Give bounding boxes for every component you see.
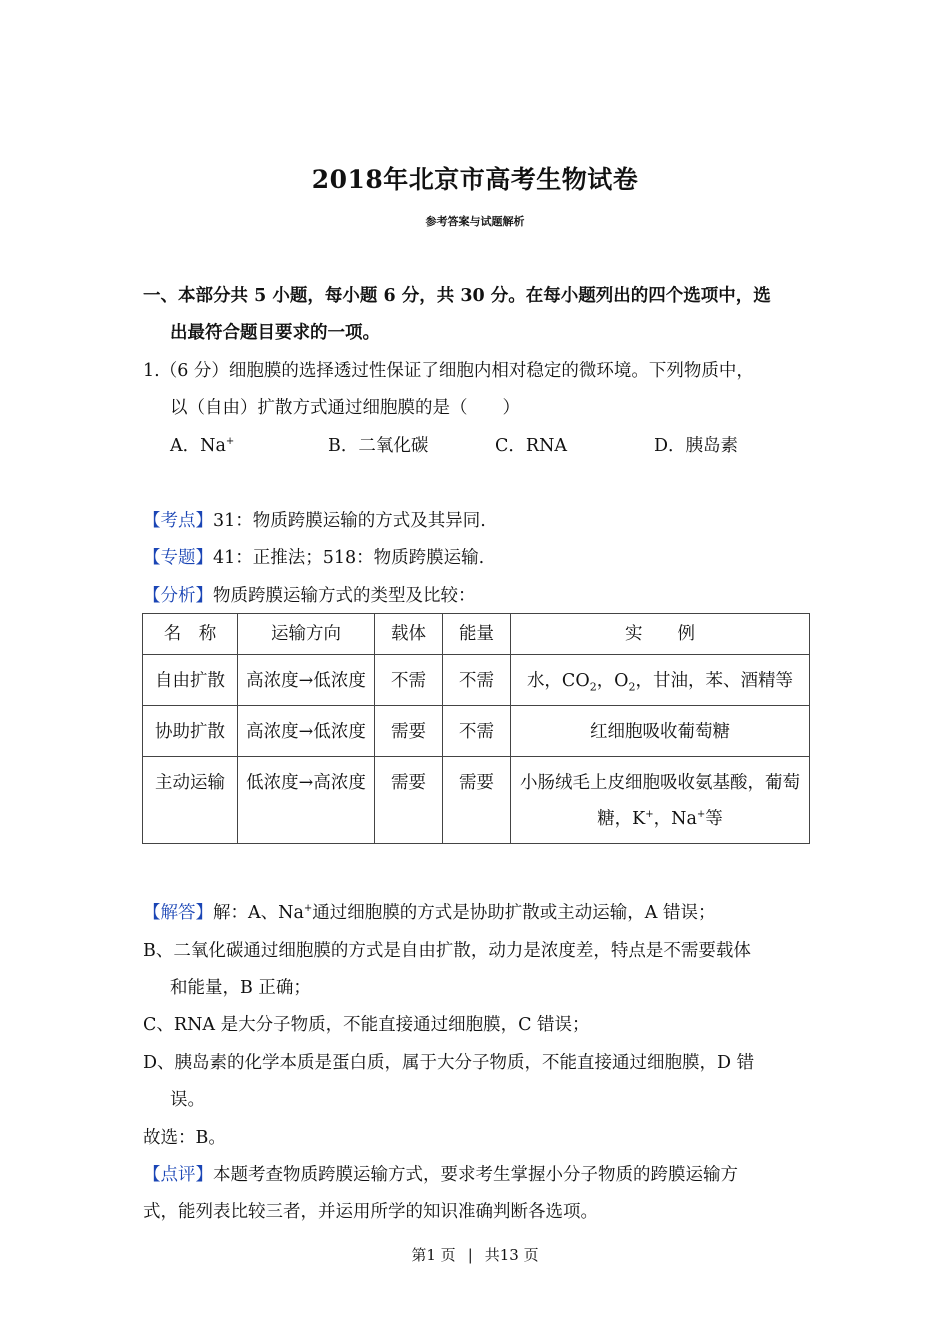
page-title: 2018年北京市高考生物试卷 <box>311 165 639 194</box>
jieda-line-c: C、RNA 是大分子物质，不能直接通过细胞膜，C 错误； <box>143 1015 590 1035</box>
footer-total-pages: 共13 页 <box>484 1246 539 1264</box>
table-cell: 主动运输 <box>143 757 238 844</box>
footer-separator: | <box>467 1246 473 1264</box>
table-cell: 需要 <box>443 757 511 844</box>
fenxi-line: 【分析】物质跨膜运输方式的类型及比较： <box>143 586 476 606</box>
transport-comparison-table <box>142 613 810 844</box>
table-header-row <box>143 614 810 655</box>
footer-page-number: 第1 页 <box>411 1246 456 1264</box>
table-cell: 需要 <box>375 757 443 844</box>
section-heading-line2: 出最符合题目要求的一项。 <box>170 323 380 343</box>
zhuanti-tag: 【专题】 <box>143 548 213 568</box>
answer-line: 故选：B。 <box>143 1128 226 1148</box>
kaodian-tag: 【考点】 <box>143 511 213 531</box>
table-header-cell: 载体 <box>375 614 443 655</box>
page-footer <box>0 1244 950 1265</box>
table-cell: 不需 <box>443 706 511 757</box>
table-cell: 红细胞吸收葡萄糖 <box>511 706 810 757</box>
table-cell: 不需 <box>443 655 511 706</box>
question-stem-line2: 以（自由）扩散方式通过细胞膜的是（ ） <box>170 398 520 418</box>
section-heading-line1: 一、本部分共 5 小题，每小题 6 分，共 30 分。在每小题列出的四个选项中，选 <box>143 286 771 306</box>
table-cell: 低浓度→高浓度 <box>238 757 375 844</box>
kaodian-line: 【考点】31：物质跨膜运输的方式及其异同. <box>143 511 486 531</box>
table-cell: 协助扩散 <box>143 706 238 757</box>
table-cell: 小肠绒毛上皮细胞吸收氨基酸，葡萄糖，K+，Na+等 <box>511 757 810 844</box>
table-header-cell: 实 例 <box>511 614 810 655</box>
option-a: A．Na+ <box>170 436 235 456</box>
fenxi-tag: 【分析】 <box>143 586 213 606</box>
page-subtitle: 参考答案与试题解析 <box>425 215 525 228</box>
table-header-cell: 名 称 <box>143 614 238 655</box>
table-header-cell: 运输方向 <box>238 614 375 655</box>
option-b: B．二氧化碳 <box>328 436 429 456</box>
jieda-tag: 【解答】 <box>143 903 213 923</box>
dianping-tag: 【点评】 <box>143 1165 213 1185</box>
table-header-cell: 能量 <box>443 614 511 655</box>
dianping-line2: 式，能列表比较三者，并运用所学的知识准确判断各选项。 <box>143 1202 598 1222</box>
jieda-line-b1: B、二氧化碳通过细胞膜的方式是自由扩散，动力是浓度差，特点是不需要载体 <box>143 941 751 961</box>
option-c: C．RNA <box>495 436 568 456</box>
table-row <box>143 757 810 844</box>
table-cell: 高浓度→低浓度 <box>238 706 375 757</box>
table-cell: 不需 <box>375 655 443 706</box>
table-cell: 需要 <box>375 706 443 757</box>
zhuanti-line: 【专题】41：正推法；518：物质跨膜运输. <box>143 548 485 568</box>
table-cell: 自由扩散 <box>143 655 238 706</box>
table-cell: 水，$CO_2$，$O_2$，甘油，苯、酒精等 <box>511 655 810 706</box>
jieda-line-a: 【解答】解：A、Na+通过细胞膜的方式是协助扩散或主动运输，A 错误； <box>143 903 716 923</box>
jieda-line-d1: D、胰岛素的化学本质是蛋白质，属于大分子物质，不能直接通过细胞膜，D 错 <box>143 1053 755 1073</box>
question-stem-line1: 1.（6 分）细胞膜的选择透过性保证了细胞内相对稳定的微环境。下列物质中， <box>143 361 754 381</box>
jieda-line-d2: 误。 <box>170 1090 205 1110</box>
table-row <box>143 655 810 706</box>
dianping-line1: 【点评】本题考查物质跨膜运输方式，要求考生掌握小分子物质的跨膜运输方 <box>143 1165 738 1185</box>
jieda-line-b2: 和能量，B 正确； <box>170 978 311 998</box>
table-row <box>143 706 810 757</box>
table-cell: 高浓度→低浓度 <box>238 655 375 706</box>
option-d: D．胰岛素 <box>654 436 739 456</box>
